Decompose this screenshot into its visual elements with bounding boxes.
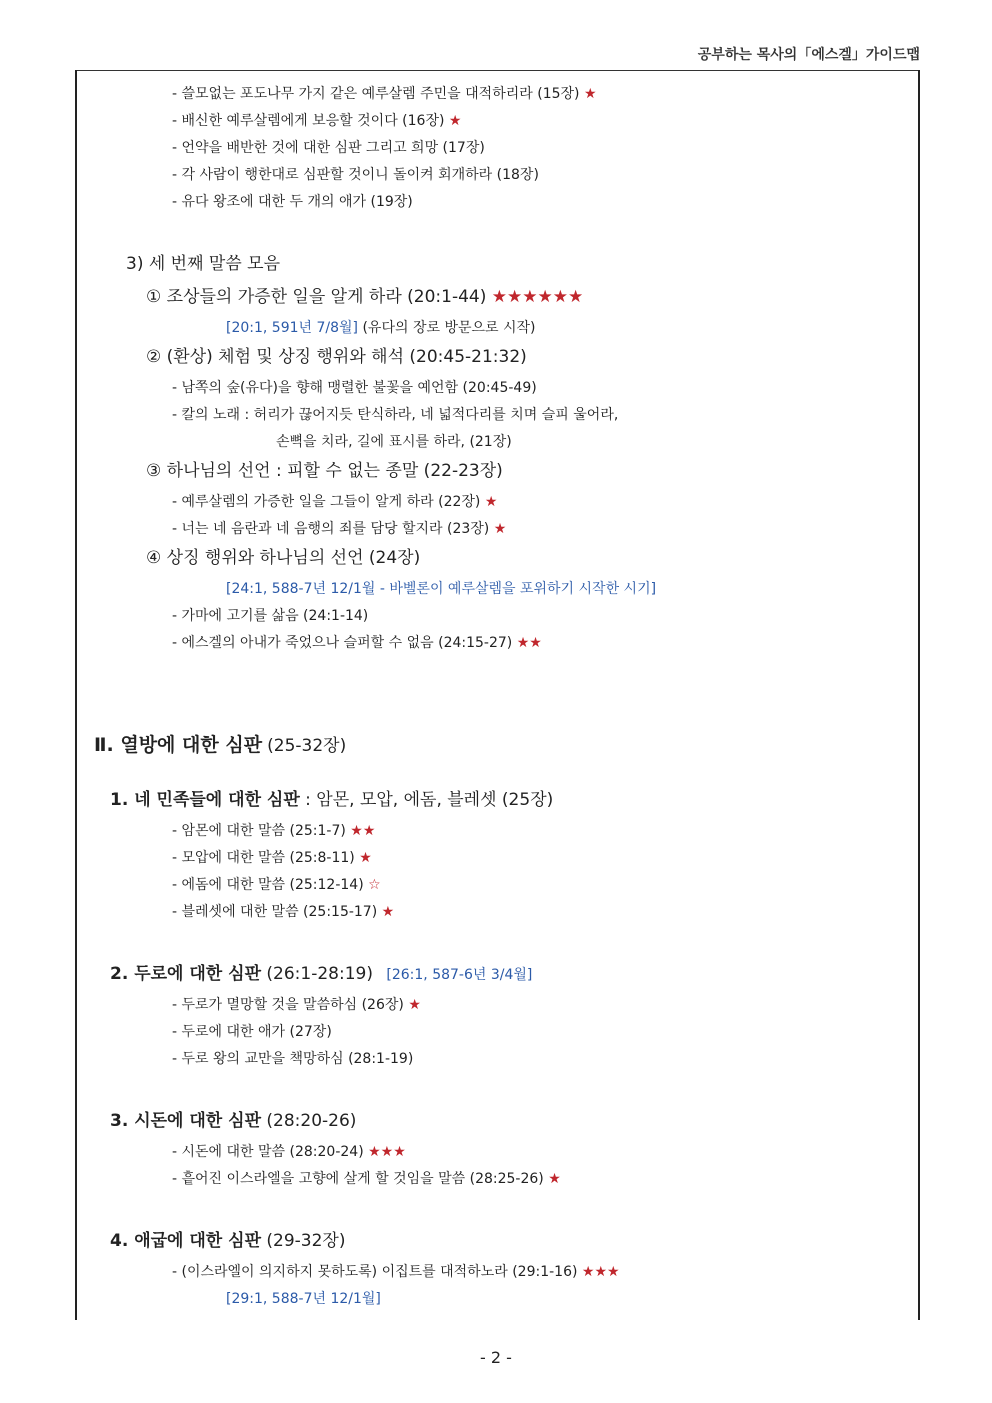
list-item: - 두로에 대한 애가 (27장) bbox=[172, 1024, 332, 1040]
list-item: - 쓸모없는 포도나무 가지 같은 예루살렘 주민을 대적하리라 (15장) ★ bbox=[172, 86, 597, 102]
list-item: - 블레셋에 대한 말씀 (25:15-17) ★ bbox=[172, 904, 395, 920]
subsection-heading: ① 조상들의 가증한 일을 알게 하라 (20:1-44) ★★★★★★ bbox=[146, 287, 584, 307]
star-rating: ★★★ bbox=[368, 1144, 406, 1160]
list-item: - 두로 왕의 교만을 책망하심 (28:1-19) bbox=[172, 1051, 414, 1067]
star-rating: ★★★★★★ bbox=[491, 287, 584, 307]
star-rating: ☆ bbox=[368, 877, 381, 893]
section-heading: 3. 시돈에 대한 심판 (28:20-26) bbox=[110, 1111, 357, 1131]
list-item: - 남쪽의 숲(유다)을 향해 맹렬한 불꽃을 예언함 (20:45-49) bbox=[172, 380, 537, 396]
section-heading: 3) 세 번째 말씀 모음 bbox=[126, 254, 281, 274]
section-heading: 1. 네 민족들에 대한 심판 : 암몬, 모압, 에돔, 블레셋 (25장) bbox=[110, 790, 554, 810]
left-border bbox=[75, 70, 77, 1320]
list-item: - 배신한 예루살렘에게 보응할 것이다 (16장) ★ bbox=[172, 113, 462, 129]
date-note: [20:1, 591년 7/8월] (유다의 장로 방문으로 시작) bbox=[226, 320, 536, 336]
star-rating: ★ bbox=[359, 850, 372, 866]
star-rating: ★★ bbox=[350, 823, 376, 839]
star-rating: ★★ bbox=[516, 635, 542, 651]
right-border bbox=[918, 70, 920, 1320]
list-item: - 에돔에 대한 말씀 (25:12-14) ☆ bbox=[172, 877, 381, 893]
subsection-heading: ③ 하나님의 선언 : 피할 수 없는 종말 (22-23장) bbox=[146, 461, 503, 481]
part-heading: Ⅱ. 열방에 대한 심판 (25-32장) bbox=[94, 734, 347, 756]
list-item: - 에스겔의 아내가 죽었으나 슬퍼할 수 없음 (24:15-27) ★★ bbox=[172, 635, 542, 651]
list-item: - 암몬에 대한 말씀 (25:1-7) ★★ bbox=[172, 823, 376, 839]
list-item-continuation: 손뼉을 치라, 길에 표시를 하라, (21장) bbox=[276, 434, 512, 450]
list-item: - 두로가 멸망할 것을 말씀하심 (26장) ★ bbox=[172, 997, 421, 1013]
star-rating: ★★★ bbox=[581, 1264, 620, 1280]
list-item: - 칼의 노래 : 허리가 끊어지듯 탄식하라, 네 넓적다리를 치며 슬피 울어라, bbox=[172, 407, 619, 423]
list-item: - 모압에 대한 말씀 (25:8-11) ★ bbox=[172, 850, 372, 866]
star-rating: ★ bbox=[381, 904, 395, 920]
list-item: - 예루살렘의 가증한 일을 그들이 알게 하라 (22장) ★ bbox=[172, 494, 498, 510]
list-item: - 너는 네 음란과 네 음행의 죄를 담당 할지라 (23장) ★ bbox=[172, 521, 507, 537]
list-item: - 흩어진 이스라엘을 고향에 살게 할 것임을 말씀 (28:25-26) ★ bbox=[172, 1171, 561, 1187]
star-rating: ★ bbox=[408, 997, 421, 1013]
list-item: - 유다 왕조에 대한 두 개의 애가 (19장) bbox=[172, 194, 413, 210]
star-rating: ★ bbox=[583, 86, 597, 102]
subsection-heading: ② (환상) 체험 및 상징 행위와 해석 (20:45-21:32) bbox=[146, 347, 527, 367]
list-item: - 각 사람이 행한대로 심판할 것이니 돌이켜 회개하라 (18장) bbox=[172, 167, 539, 183]
star-rating: ★ bbox=[448, 113, 462, 129]
list-item: - 시돈에 대한 말씀 (28:20-24) ★★★ bbox=[172, 1144, 406, 1160]
date-note: [29:1, 588-7년 12/1월] bbox=[226, 1291, 381, 1307]
list-item: - (이스라엘이 의지하지 못하도록) 이집트를 대적하노라 (29:1-16) ★★★ bbox=[172, 1264, 620, 1280]
star-rating: ★ bbox=[493, 521, 507, 537]
subsection-heading: ④ 상징 행위와 하나님의 선언 (24장) bbox=[146, 548, 421, 568]
section-heading: 2. 두로에 대한 심판 (26:1-28:19) [26:1, 587-6년 3/4월] bbox=[110, 964, 533, 984]
star-rating: ★ bbox=[484, 494, 498, 510]
star-rating: ★ bbox=[548, 1171, 561, 1187]
list-item: - 언약을 배반한 것에 대한 심판 그리고 희망 (17장) bbox=[172, 140, 485, 156]
date-note: [24:1, 588-7년 12/1월 - 바벨론이 예루살렘을 포위하기 시작한 시기] bbox=[226, 581, 657, 597]
section-heading: 4. 애굽에 대한 심판 (29-32장) bbox=[110, 1231, 346, 1251]
list-item: - 가마에 고기를 삶음 (24:1-14) bbox=[172, 608, 369, 624]
header-title: 공부하는 목사의「에스겔」가이드맵 bbox=[697, 47, 920, 63]
header-rule bbox=[75, 70, 920, 71]
page-number: - 2 - bbox=[480, 1348, 512, 1367]
